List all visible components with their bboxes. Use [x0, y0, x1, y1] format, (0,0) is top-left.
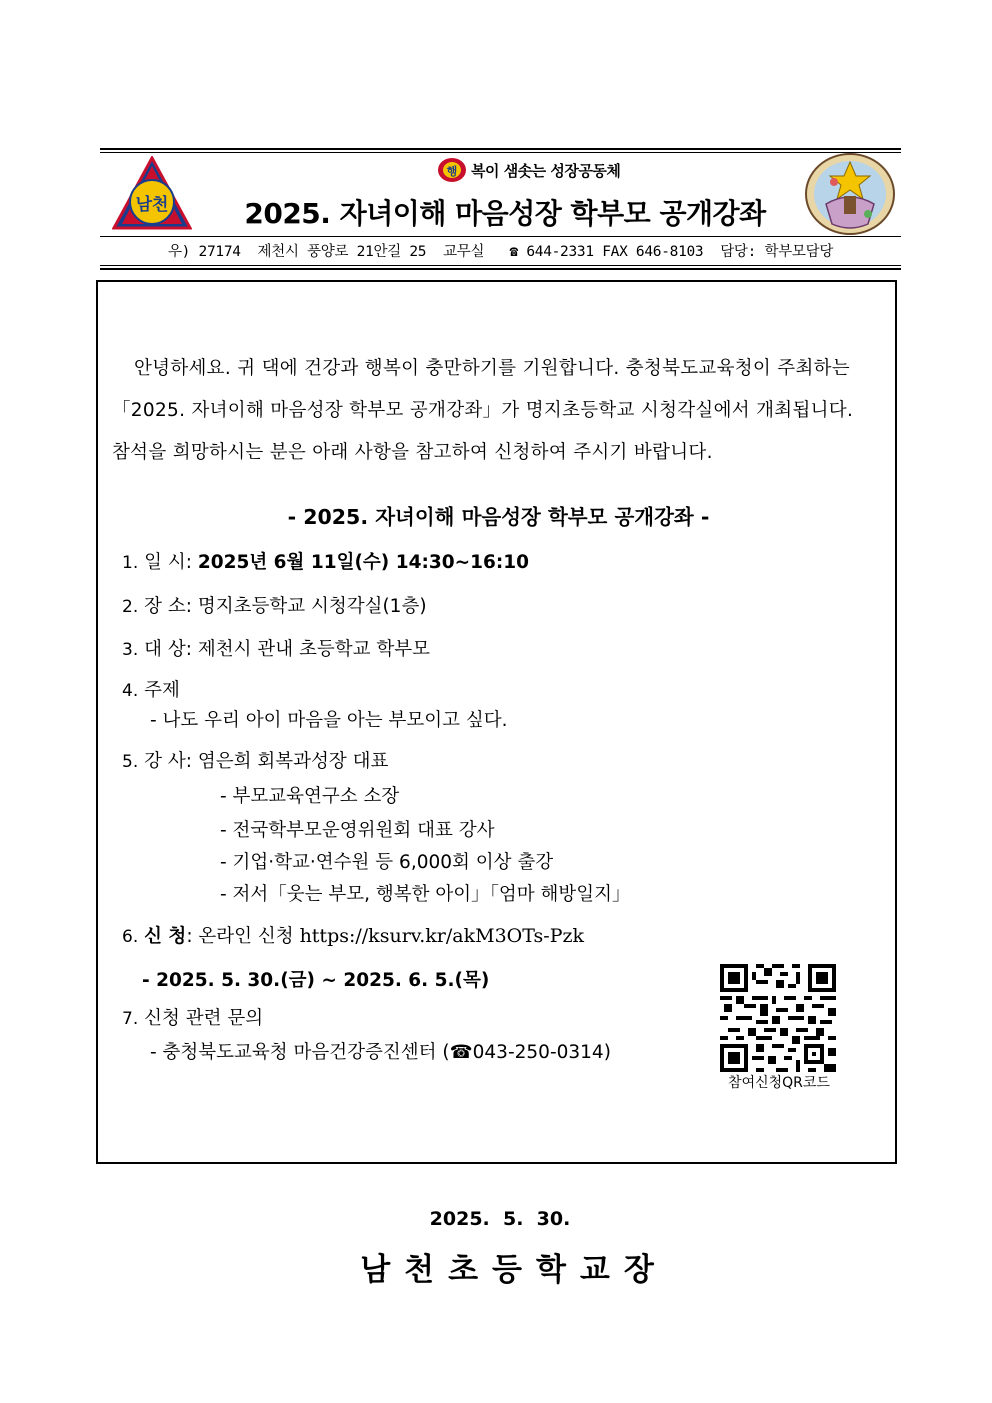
intro-line-1: 안녕하세요. 귀 댁에 건강과 행복이 충만하기를 기원합니다. 충청북도교육청이 주최하는 — [134, 358, 850, 379]
slogan-badge-text: 행 — [446, 165, 458, 178]
qr-caption: 참여신청QR코드 — [728, 1075, 830, 1091]
item-label: 신 청 — [144, 926, 187, 947]
slogan — [437, 157, 620, 183]
speaker-detail: - 부모교육연구소 소장 — [220, 786, 400, 807]
item-audience — [122, 635, 430, 661]
header-top-rule — [100, 148, 901, 150]
section-title: - 2025. 자녀이해 마음성장 학부모 공개강좌 - — [287, 505, 710, 529]
item-label: 일 시: — [144, 552, 192, 573]
intro-line-2: 「2025. 자녀이해 마음성장 학부모 공개강좌」가 명지초등학교 시청각실에서 개최됩니다. — [112, 400, 854, 421]
school-emblem-logo — [112, 156, 192, 234]
header-bottom-rule — [100, 268, 901, 270]
header-top-rule-thin — [100, 152, 901, 153]
item-number: 5. — [122, 752, 139, 772]
item-label: 강 사: — [144, 751, 192, 772]
document-title: 2025. 자녀이해 마음성장 학부모 공개강좌 — [244, 197, 766, 230]
slogan-emblem-icon — [437, 157, 467, 183]
slogan-text: 복이 샘솟는 성장공동체 — [471, 161, 621, 180]
item-schedule — [122, 548, 529, 574]
item-contact — [122, 1004, 263, 1030]
header-middle-rule — [100, 236, 901, 237]
item-label: 장 소: — [144, 596, 192, 617]
school-mascot-logo — [804, 152, 896, 236]
intro-paragraph — [112, 348, 880, 474]
apply-period: - 2025. 5. 30.(금) ~ 2025. 6. 5.(목) — [142, 970, 490, 991]
school-address: 우) 27174 제천시 풍양로 21안길 25 교무실 ☎ 644-2331 FAX 646-8103 담당: 학부모담당 — [167, 244, 834, 260]
item-number: 1. — [122, 553, 139, 573]
item-number: 2. — [122, 597, 139, 617]
contact-info: - 충청북도교육청 마음건강증진센터 (☎043-250-0314) — [150, 1042, 611, 1063]
item-speaker — [122, 747, 388, 773]
qr-code[interactable] — [720, 964, 836, 1072]
intro-line-3: 참석을 희망하시는 분은 아래 사항을 참고하여 신청하여 주시기 바랍니다. — [112, 442, 713, 463]
topic-text: - 나도 우리 아이 마음을 아는 부모이고 싶다. — [150, 710, 508, 731]
item-location — [122, 592, 427, 618]
logo-text: 남천 — [135, 195, 169, 215]
item-label: 신청 관련 문의 — [144, 1008, 264, 1029]
speaker-detail: - 전국학부모운영위원회 대표 강사 — [220, 820, 495, 841]
item-label: 대 상: — [144, 639, 192, 660]
item-number: 7. — [122, 1009, 139, 1029]
item-value: 2025년 6월 11일(수) 14:30~16:10 — [197, 552, 529, 573]
speaker-detail: - 저서「웃는 부모, 행복한 아이」「엄마 해방일지」 — [220, 884, 631, 905]
principal-signature: 남천초등학교장 — [360, 1252, 668, 1288]
item-value: : 온라인 신청 — [186, 926, 294, 947]
item-application — [122, 922, 584, 948]
item-number: 3. — [122, 640, 139, 660]
header-bottom-rule-thin — [100, 265, 901, 266]
item-value: 제천시 관내 초등학교 학부모 — [197, 639, 430, 660]
speaker-detail: - 기업·학교·연수원 등 6,000회 이상 출강 — [220, 852, 554, 873]
item-value: 명지초등학교 시청각실(1층) — [197, 596, 427, 617]
item-value: 염은희 회복과성장 대표 — [197, 751, 389, 772]
apply-url-link[interactable]: https://ksurv.kr/akM3OTs-Pzk — [299, 925, 585, 947]
item-topic — [122, 676, 180, 702]
issue-date: 2025. 5. 30. — [429, 1208, 571, 1230]
item-label: 주제 — [144, 680, 180, 701]
item-number: 6. — [122, 927, 139, 947]
item-number: 4. — [122, 681, 139, 701]
